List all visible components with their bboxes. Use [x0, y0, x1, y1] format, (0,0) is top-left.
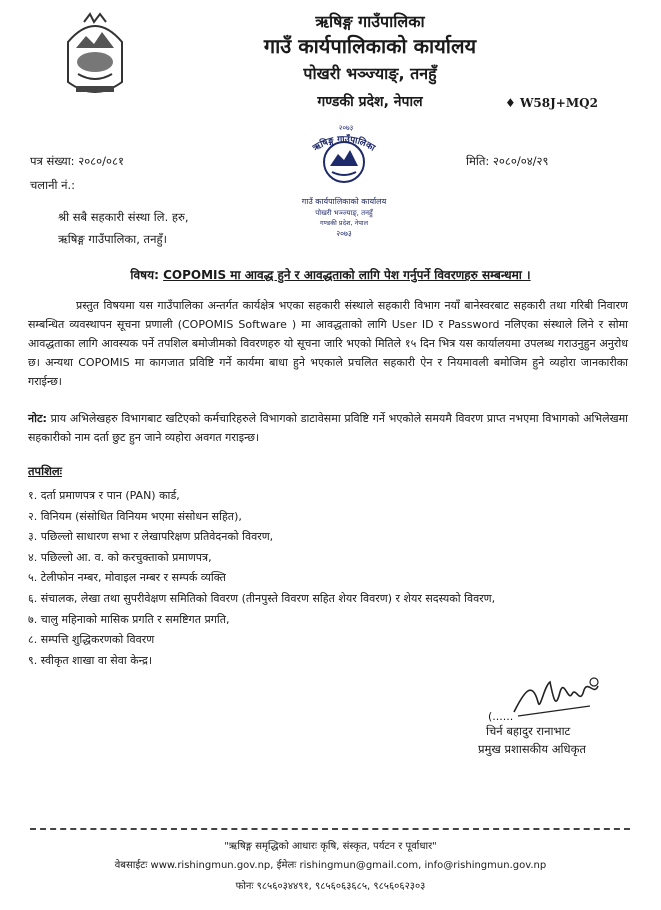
list-item: ९. स्वीकृत शाखा वा सेवा केन्द्र।	[28, 653, 153, 667]
recipient-line-1: श्री सबै सहकारी संस्था लि. हरु,	[58, 210, 189, 224]
footer-slogan: "ऋषिङ्ग समृद्धिको आधारः कृषि, संस्कृत, पर्यटन र पूर्वाधार"	[224, 841, 437, 852]
signature-dots: (......	[488, 710, 514, 723]
office-seal-stamp	[280, 118, 408, 240]
stamp-line-2: गाउँ कार्यपालिकाको कार्यालय	[301, 197, 387, 206]
signatory-name: चिर्न बहादुर रानाभाट	[486, 724, 571, 738]
stamp-line-3: पोखरी भञ्ज्याङ्, तनहुँ	[315, 209, 373, 217]
list-item: २. विनियम (संसोधित विनियम भएमा संसोधन सहित),	[28, 509, 242, 523]
letter-subject: विषय: COPOMIS मा आवद्ध हुने र आवद्धताको लागि पेश गर्नुपर्ने विवरणहरु सम्बन्धमा ।	[130, 268, 531, 282]
footer-website: वेबसाईटः www.rishingmun.gov.np, ईमेलः rishingmun@gmail.com, info@rishingmun.gov.np	[114, 860, 547, 871]
dispatch-number: चलानी नं.:	[30, 178, 76, 192]
list-item: ३. पछिल्लो साधारण सभा र लेखापरिक्षण प्रतिवेदनको विवरण,	[28, 530, 274, 544]
office-name: गाउँ कार्यपालिकाको कार्यालय	[263, 34, 477, 58]
stamp-line-4: गण्डकी प्रदेश, नेपाल	[319, 219, 369, 227]
svg-text:ऋषिङ्ग गाउँपालिका	[311, 133, 377, 154]
list-item: १. दर्ता प्रमाणपत्र र पान (PAN) कार्ड,	[28, 489, 180, 502]
list-item: ५. टेलीफोन नम्बर, मोवाइल नम्बर र सम्पर्क व्यक्ति	[28, 571, 226, 585]
body-paragraph: प्रस्तुत विषयमा यस गाउँपालिका अन्तर्गत कार्यक्षेत्र भएका सहकारी संस्थाले सहकारी विभाग नयाँ बानेस्वरबाट सहकारी तथा गरिबी निवारण सम्बन्धित व्यवस्थापन सूचना प्रणाली (COPOMIS Software ) मा आवद्धताको लागि User ID र Password नलिएका संस्थाले लिने र सोमा आवद्धताका लागि आवस्यक पर्ने तपशिल बमोजीमको विवरणहरु यो सूचना जारि भएको मितिले १५ दिन भित्र यस कार्यालयमा उपलब्ध गराउनुहुन अनुरोध छ। अन्यथा COPOMIS मा कागजात प्रविष्टि गर्ने कार्यमा बाधा हुने भएकाले प्रचलित सहकारी ऐन र नियमावली बमोजिम हुने व्यहोरा जानकारीका गराईन्छ।	[28, 299, 628, 388]
reference-number: पत्र संख्या: २०८०/०८१	[30, 154, 124, 168]
note-paragraph: नोट: प्राय अभिलेखहरु विभागबाट खटिएको कर्मचारिहरुले विभागको डाटावेसमा प्रविष्टि गर्ने भएकोले समयमै विवरण प्राप्त नभएमा विभागको अभिलेखमा सहकारीको नाम दर्ता छुट हुन जाने व्यहोरा अवगत गराइन्छ।	[28, 412, 628, 444]
signatory-title: प्रमुख प्रशासकीय अधिकृत	[478, 742, 586, 756]
letter-date: मिति: २०८०/०४/२९	[466, 154, 549, 168]
attachment-heading: तपशिलः	[28, 464, 63, 478]
recipient-line-2: ऋषिङ्ग गाउँपालिका, तनहुँ।	[58, 232, 167, 246]
list-item: ४. पछिल्लो आ. व. को करचुक्ताको प्रमाणपत्र,	[28, 550, 212, 564]
list-item: ८. सम्पत्ति शुद्धिकरणको विवरण	[28, 633, 155, 647]
attachment-list	[28, 486, 495, 671]
org-name: ऋषिङ्ग गाउँपालिका	[315, 12, 425, 31]
nepal-emblem-icon	[64, 12, 126, 100]
stamp-year: २०७३	[336, 229, 352, 238]
list-item: ७. चालु महिनाको मासिक प्रगति र समष्टिगत प्रगति,	[28, 612, 230, 626]
handwritten-signature	[510, 672, 602, 720]
svg-text:२०७३: २०७३	[338, 124, 354, 132]
plus-code: ♦ W58J+MQ2	[505, 96, 598, 110]
footer-divider	[30, 828, 630, 830]
list-item: ६. संचालक, लेखा तथा सुपरीवेक्षण समितिको विवरण (तीनपुस्ते विवरण सहित शेयर विवरण) र शेयर सदस्यको विवरण,	[28, 591, 496, 605]
office-address: पोखरी भञ्ज्याङ्, तनहुँ	[303, 64, 437, 83]
office-province: गण्डकी प्रदेश, नेपाल	[317, 94, 423, 110]
stamp-arc-text: ऋषिङ्ग गाउँपालिका	[311, 134, 377, 154]
stamp-emblem-icon	[324, 142, 364, 182]
footer-phone: फोनः ९८५६०३४४९१, ९८५६०६३६८५, ९८५६०६२३०३	[235, 881, 426, 892]
